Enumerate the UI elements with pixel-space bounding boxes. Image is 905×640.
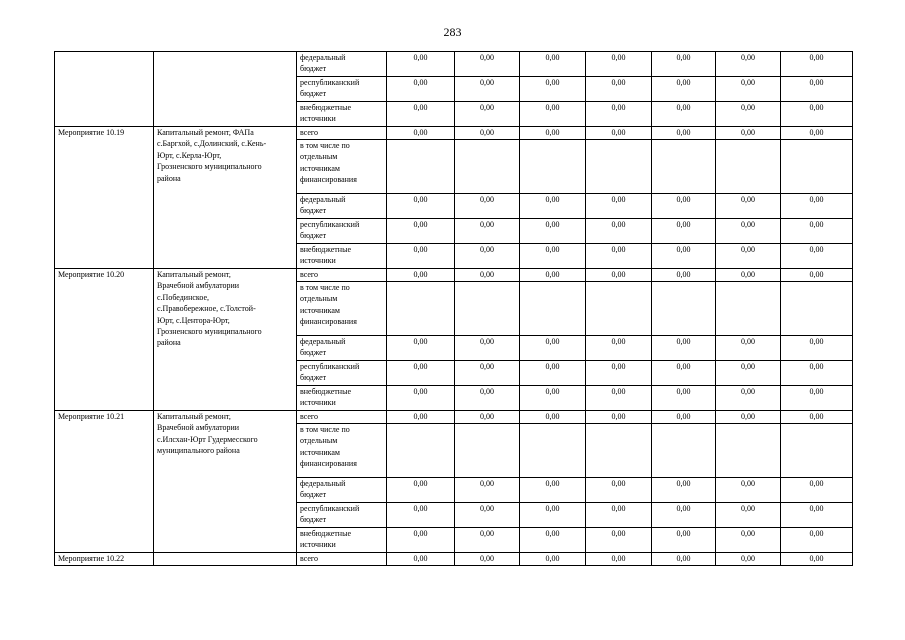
funding-source-cell: всего <box>297 269 387 282</box>
value-cell: 0,00 <box>652 528 716 553</box>
value-cell: 0,00 <box>586 386 652 411</box>
value-cell <box>387 282 455 336</box>
value-cell: 0,00 <box>455 361 520 386</box>
value-cell <box>652 282 716 336</box>
funding-source-cell: федеральный бюджет <box>297 194 387 219</box>
value-cell: 0,00 <box>781 77 853 102</box>
value-cell: 0,00 <box>781 503 853 528</box>
value-cell: 0,00 <box>716 77 781 102</box>
value-cell: 0,00 <box>455 336 520 361</box>
value-cell: 0,00 <box>387 269 455 282</box>
value-cell <box>520 424 586 478</box>
table-row <box>55 127 853 140</box>
value-cell: 0,00 <box>781 269 853 282</box>
value-cell: 0,00 <box>520 102 586 127</box>
funding-source-cell: республиканский бюджет <box>297 219 387 244</box>
value-cell: 0,00 <box>716 411 781 424</box>
table-row <box>55 52 853 77</box>
value-cell: 0,00 <box>781 411 853 424</box>
measure-name-cell: Капитальный ремонт, Врачебной амбулатории с.Илсхан-Юрт Гудермесского муниципального района <box>154 411 297 553</box>
value-cell: 0,00 <box>781 102 853 127</box>
value-cell: 0,00 <box>520 528 586 553</box>
value-cell: 0,00 <box>520 503 586 528</box>
funding-source-cell: в том числе по отдельным источникам финансирования <box>297 282 387 336</box>
value-cell: 0,00 <box>387 52 455 77</box>
value-cell: 0,00 <box>455 269 520 282</box>
funding-table <box>54 51 853 566</box>
value-cell: 0,00 <box>716 194 781 219</box>
value-cell <box>716 282 781 336</box>
value-cell: 0,00 <box>652 361 716 386</box>
value-cell: 0,00 <box>455 194 520 219</box>
value-cell: 0,00 <box>586 194 652 219</box>
value-cell: 0,00 <box>716 244 781 269</box>
measure-cell: Мероприятие 10.19 <box>55 127 154 269</box>
table-row <box>55 411 853 424</box>
funding-source-cell: всего <box>297 127 387 140</box>
value-cell: 0,00 <box>455 386 520 411</box>
value-cell: 0,00 <box>781 386 853 411</box>
measure-name-cell: Капитальный ремонт, ФАПа с.Баргхой, с.Долинский, с.Кень- Юрт, с.Керла-Юрт, Грозненского муниципального района <box>154 127 297 269</box>
value-cell: 0,00 <box>781 194 853 219</box>
value-cell: 0,00 <box>455 127 520 140</box>
value-cell: 0,00 <box>520 411 586 424</box>
value-cell <box>586 282 652 336</box>
value-cell: 0,00 <box>387 553 455 566</box>
value-cell: 0,00 <box>586 528 652 553</box>
table-row <box>55 269 853 282</box>
value-cell: 0,00 <box>716 127 781 140</box>
value-cell: 0,00 <box>387 361 455 386</box>
value-cell: 0,00 <box>520 77 586 102</box>
value-cell: 0,00 <box>652 219 716 244</box>
value-cell: 0,00 <box>455 77 520 102</box>
value-cell: 0,00 <box>716 52 781 77</box>
value-cell: 0,00 <box>455 244 520 269</box>
value-cell: 0,00 <box>586 244 652 269</box>
value-cell <box>652 140 716 194</box>
value-cell: 0,00 <box>586 102 652 127</box>
value-cell: 0,00 <box>652 553 716 566</box>
value-cell: 0,00 <box>520 194 586 219</box>
value-cell <box>387 140 455 194</box>
funding-source-cell: в том числе по отдельным источникам финансирования <box>297 424 387 478</box>
value-cell: 0,00 <box>387 528 455 553</box>
value-cell <box>520 282 586 336</box>
value-cell: 0,00 <box>586 52 652 77</box>
funding-source-cell: федеральный бюджет <box>297 52 387 77</box>
value-cell: 0,00 <box>781 52 853 77</box>
value-cell: 0,00 <box>586 503 652 528</box>
value-cell: 0,00 <box>716 219 781 244</box>
value-cell: 0,00 <box>652 244 716 269</box>
value-cell: 0,00 <box>520 52 586 77</box>
table-row <box>55 553 853 566</box>
value-cell: 0,00 <box>716 478 781 503</box>
value-cell: 0,00 <box>455 503 520 528</box>
value-cell: 0,00 <box>652 194 716 219</box>
value-cell <box>455 140 520 194</box>
value-cell: 0,00 <box>387 336 455 361</box>
value-cell: 0,00 <box>455 411 520 424</box>
value-cell <box>387 424 455 478</box>
value-cell: 0,00 <box>586 361 652 386</box>
value-cell: 0,00 <box>586 77 652 102</box>
value-cell: 0,00 <box>652 336 716 361</box>
value-cell: 0,00 <box>387 77 455 102</box>
value-cell <box>520 140 586 194</box>
value-cell <box>781 140 853 194</box>
value-cell: 0,00 <box>520 478 586 503</box>
value-cell: 0,00 <box>781 553 853 566</box>
value-cell: 0,00 <box>387 102 455 127</box>
value-cell: 0,00 <box>387 478 455 503</box>
funding-source-cell: всего <box>297 411 387 424</box>
funding-source-cell: внебюджетные источники <box>297 528 387 553</box>
value-cell: 0,00 <box>520 127 586 140</box>
measure-cell <box>55 52 154 127</box>
value-cell: 0,00 <box>455 102 520 127</box>
measure-name-cell <box>154 52 297 127</box>
measure-cell: Мероприятие 10.20 <box>55 269 154 411</box>
value-cell: 0,00 <box>781 361 853 386</box>
value-cell: 0,00 <box>455 553 520 566</box>
funding-source-cell: в том числе по отдельным источникам финансирования <box>297 140 387 194</box>
value-cell: 0,00 <box>387 244 455 269</box>
value-cell: 0,00 <box>652 269 716 282</box>
value-cell: 0,00 <box>586 219 652 244</box>
value-cell: 0,00 <box>520 361 586 386</box>
value-cell <box>586 424 652 478</box>
value-cell <box>781 282 853 336</box>
value-cell <box>781 424 853 478</box>
value-cell: 0,00 <box>387 411 455 424</box>
value-cell: 0,00 <box>652 478 716 503</box>
funding-source-cell: внебюджетные источники <box>297 244 387 269</box>
value-cell: 0,00 <box>455 528 520 553</box>
measure-name-cell: Капитальный ремонт, Врачебной амбулатории с.Побединское, с.Правобережное, с.Толстой- Юрт, с.Центора-Юрт, Грозненского муниципального района <box>154 269 297 411</box>
value-cell: 0,00 <box>586 336 652 361</box>
value-cell: 0,00 <box>586 411 652 424</box>
value-cell: 0,00 <box>387 503 455 528</box>
funding-source-cell: федеральный бюджет <box>297 478 387 503</box>
value-cell: 0,00 <box>520 244 586 269</box>
value-cell: 0,00 <box>520 269 586 282</box>
value-cell: 0,00 <box>652 102 716 127</box>
funding-source-cell: федеральный бюджет <box>297 336 387 361</box>
value-cell: 0,00 <box>387 194 455 219</box>
value-cell: 0,00 <box>716 361 781 386</box>
measure-name-cell <box>154 553 297 566</box>
value-cell: 0,00 <box>781 336 853 361</box>
value-cell: 0,00 <box>716 553 781 566</box>
value-cell <box>455 424 520 478</box>
value-cell: 0,00 <box>586 127 652 140</box>
funding-source-cell: внебюджетные источники <box>297 386 387 411</box>
funding-source-cell: республиканский бюджет <box>297 77 387 102</box>
value-cell: 0,00 <box>387 127 455 140</box>
value-cell <box>455 282 520 336</box>
value-cell <box>652 424 716 478</box>
value-cell: 0,00 <box>652 386 716 411</box>
value-cell: 0,00 <box>586 553 652 566</box>
value-cell: 0,00 <box>781 478 853 503</box>
value-cell: 0,00 <box>520 336 586 361</box>
value-cell: 0,00 <box>387 219 455 244</box>
funding-source-cell: всего <box>297 553 387 566</box>
value-cell: 0,00 <box>716 102 781 127</box>
value-cell: 0,00 <box>520 553 586 566</box>
value-cell: 0,00 <box>716 269 781 282</box>
value-cell: 0,00 <box>520 386 586 411</box>
value-cell <box>716 140 781 194</box>
measure-cell: Мероприятие 10.22 <box>55 553 154 566</box>
value-cell: 0,00 <box>716 503 781 528</box>
value-cell: 0,00 <box>387 386 455 411</box>
funding-source-cell: внебюджетные источники <box>297 102 387 127</box>
value-cell: 0,00 <box>781 244 853 269</box>
value-cell: 0,00 <box>716 386 781 411</box>
value-cell: 0,00 <box>781 127 853 140</box>
measure-cell: Мероприятие 10.21 <box>55 411 154 553</box>
value-cell <box>716 424 781 478</box>
value-cell: 0,00 <box>652 411 716 424</box>
value-cell: 0,00 <box>586 269 652 282</box>
value-cell <box>586 140 652 194</box>
value-cell: 0,00 <box>586 478 652 503</box>
page-number: 283 <box>443 25 462 39</box>
value-cell: 0,00 <box>716 336 781 361</box>
value-cell: 0,00 <box>781 528 853 553</box>
value-cell: 0,00 <box>781 219 853 244</box>
value-cell: 0,00 <box>652 127 716 140</box>
funding-source-cell: республиканский бюджет <box>297 503 387 528</box>
value-cell: 0,00 <box>652 77 716 102</box>
value-cell: 0,00 <box>455 52 520 77</box>
value-cell: 0,00 <box>455 478 520 503</box>
value-cell: 0,00 <box>455 219 520 244</box>
value-cell: 0,00 <box>652 52 716 77</box>
value-cell: 0,00 <box>652 503 716 528</box>
funding-source-cell: республиканский бюджет <box>297 361 387 386</box>
value-cell: 0,00 <box>520 219 586 244</box>
value-cell: 0,00 <box>716 528 781 553</box>
